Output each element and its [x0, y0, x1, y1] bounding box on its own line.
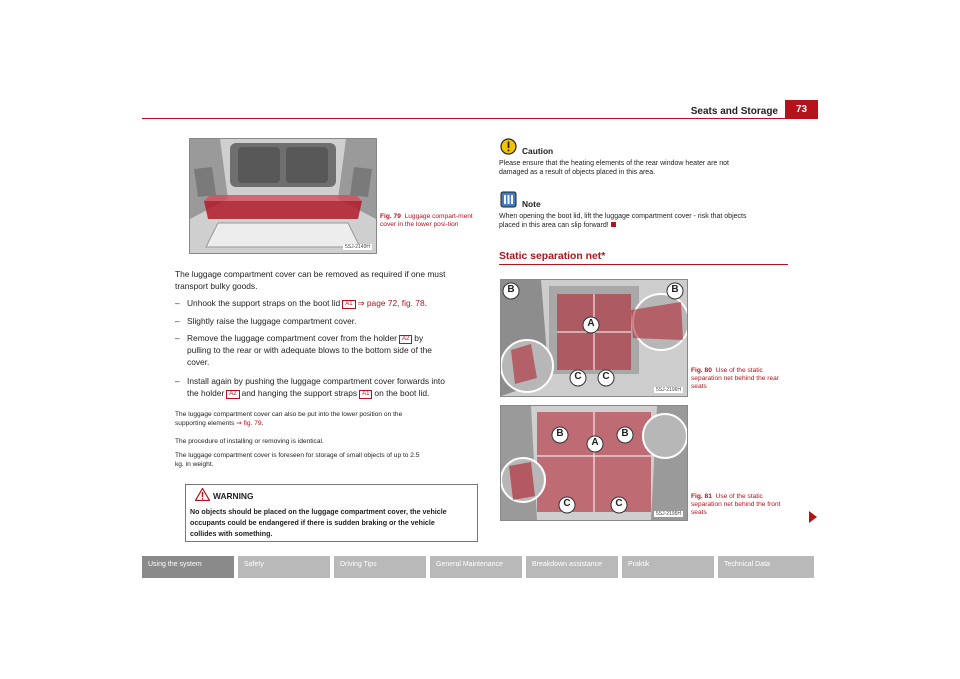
warning-line: No objects should be placed on the luggage compartment cover, the vehicle [190, 508, 447, 516]
intro-paragraph: The luggage compartment cover can be removed as required if one must transport bulky goods. [175, 269, 446, 291]
section-rule [499, 264, 788, 265]
caption-number: Fig. 79 [380, 213, 401, 220]
callout-badge: A1 [359, 390, 372, 399]
step-text: Unhook the support straps on the boot lid [187, 298, 341, 308]
step-text: Remove the luggage compartment cover from the holder [187, 333, 397, 343]
step-4 [175, 376, 480, 400]
tab-using-the-system[interactable]: Using the system [142, 556, 234, 578]
callout-b: B [671, 284, 679, 295]
note-text [499, 212, 791, 230]
caution-icon [500, 138, 517, 155]
caption-number: Fig. 81 [691, 493, 712, 500]
caption-text: Luggage compart-ment cover in the lower posi-tion [380, 213, 473, 228]
tab-breakdown-assistance[interactable]: Breakdown assistance [526, 556, 618, 578]
cross-reference-link[interactable]: ⇒ fig. 79 [236, 420, 262, 427]
figure-code: 5SJ-2195H [655, 511, 681, 517]
caption-number: Fig. 80 [691, 367, 712, 374]
end-of-section-icon [611, 222, 616, 227]
callout-b: B [621, 428, 629, 439]
figure-code: 5SJ-2196H [655, 387, 681, 393]
tab-driving-tips[interactable]: Driving Tips [334, 556, 426, 578]
step-dash: – [175, 376, 180, 386]
callout-badge: A1 [342, 300, 355, 309]
callout-c: C [602, 371, 610, 382]
callout-c: C [574, 371, 582, 382]
header-rule [142, 118, 818, 119]
step-text: the holder [187, 388, 225, 398]
caution-line: damaged as a result of objects placed in this area. [499, 169, 656, 176]
note-line: The luggage compartment cover can also be put into the lower position on the [175, 411, 403, 418]
step-dash: – [175, 316, 180, 326]
figure-81-front-seats [500, 405, 688, 521]
figure-code: 5SJ-2149H [344, 244, 370, 250]
caption-text: Use of the static separation net behind the front seats [691, 493, 781, 516]
step-1 [175, 298, 480, 310]
callout-badge: A2 [399, 335, 412, 344]
running-header-title: Seats and Storage [690, 106, 778, 117]
step-dash: – [175, 298, 180, 308]
callout-a: A [591, 437, 599, 448]
tab-safety[interactable]: Safety [238, 556, 330, 578]
tab-technical-data[interactable]: Technical Data [718, 556, 814, 578]
note-line: The luggage compartment cover is foreseen for storage of small objects of up to 2.5 [175, 452, 420, 459]
page-number: 73 [785, 100, 818, 118]
caution-text [499, 159, 789, 177]
step-3 [175, 333, 480, 369]
note-lower-position [175, 410, 480, 428]
step-2 [175, 316, 480, 328]
caution-title: Caution [522, 146, 554, 156]
section-title: Static separation net* [499, 251, 606, 262]
figure-81-caption [691, 493, 791, 517]
caption-text: Use of the static separation net behind the rear seats [691, 367, 779, 390]
callout-b: B [556, 428, 564, 439]
warning-line: collides with something. [190, 530, 273, 538]
callout-a: A [587, 318, 595, 329]
step-text: Install again by pushing the luggage compartment cover forwards into [187, 376, 445, 386]
figure-79-caption [380, 213, 480, 229]
note-icon [500, 191, 517, 208]
step-text: by [414, 333, 424, 343]
figure-80-caption [691, 367, 791, 391]
step-text: and hanging the support straps [241, 388, 358, 398]
callout-b: B [507, 284, 515, 295]
note-title: Note [522, 199, 541, 209]
note-line: kg. in weight. [175, 461, 214, 468]
caution-line: Please ensure that the heating elements of the rear window heater are not [499, 160, 729, 167]
step-text: . [424, 298, 427, 308]
note-line: When opening the boot lid, lift the luggage compartment cover - risk that objects [499, 213, 747, 220]
figure-79-luggage-cover [189, 138, 377, 254]
step-text: cover. [187, 357, 210, 367]
note-weight [175, 451, 480, 469]
step-text: on the boot lid. [374, 388, 430, 398]
step-text: Slightly raise the luggage compartment cover. [187, 316, 357, 326]
warning-title: WARNING [213, 491, 254, 501]
note-line: . [261, 420, 264, 427]
step-dash: – [175, 333, 180, 343]
note-line: placed in this area can slip forward! [499, 222, 609, 229]
warning-triangle-icon [195, 488, 210, 501]
warning-line: occupants could be endangered if there is sudden braking or the vehicle [190, 519, 435, 527]
next-page-arrow-icon[interactable] [809, 511, 817, 523]
note-procedure: The procedure of installing or removing is identical. [175, 438, 324, 445]
warning-text [190, 507, 474, 540]
footer-chapter-tabs [142, 556, 814, 578]
tab-praktik[interactable]: Praktik [622, 556, 714, 578]
callout-badge: A2 [226, 390, 239, 399]
cross-reference-link[interactable]: ⇒ page 72, fig. 78 [357, 298, 425, 308]
step-text: pulling to the rear or with adequate blows to the bottom side of the [187, 345, 432, 355]
figure-80-rear-seats [500, 279, 688, 397]
note-line: supporting elements [175, 420, 235, 427]
callout-c: C [563, 498, 571, 509]
callout-c: C [615, 498, 623, 509]
tab-general-maintenance[interactable]: General Maintenance [430, 556, 522, 578]
